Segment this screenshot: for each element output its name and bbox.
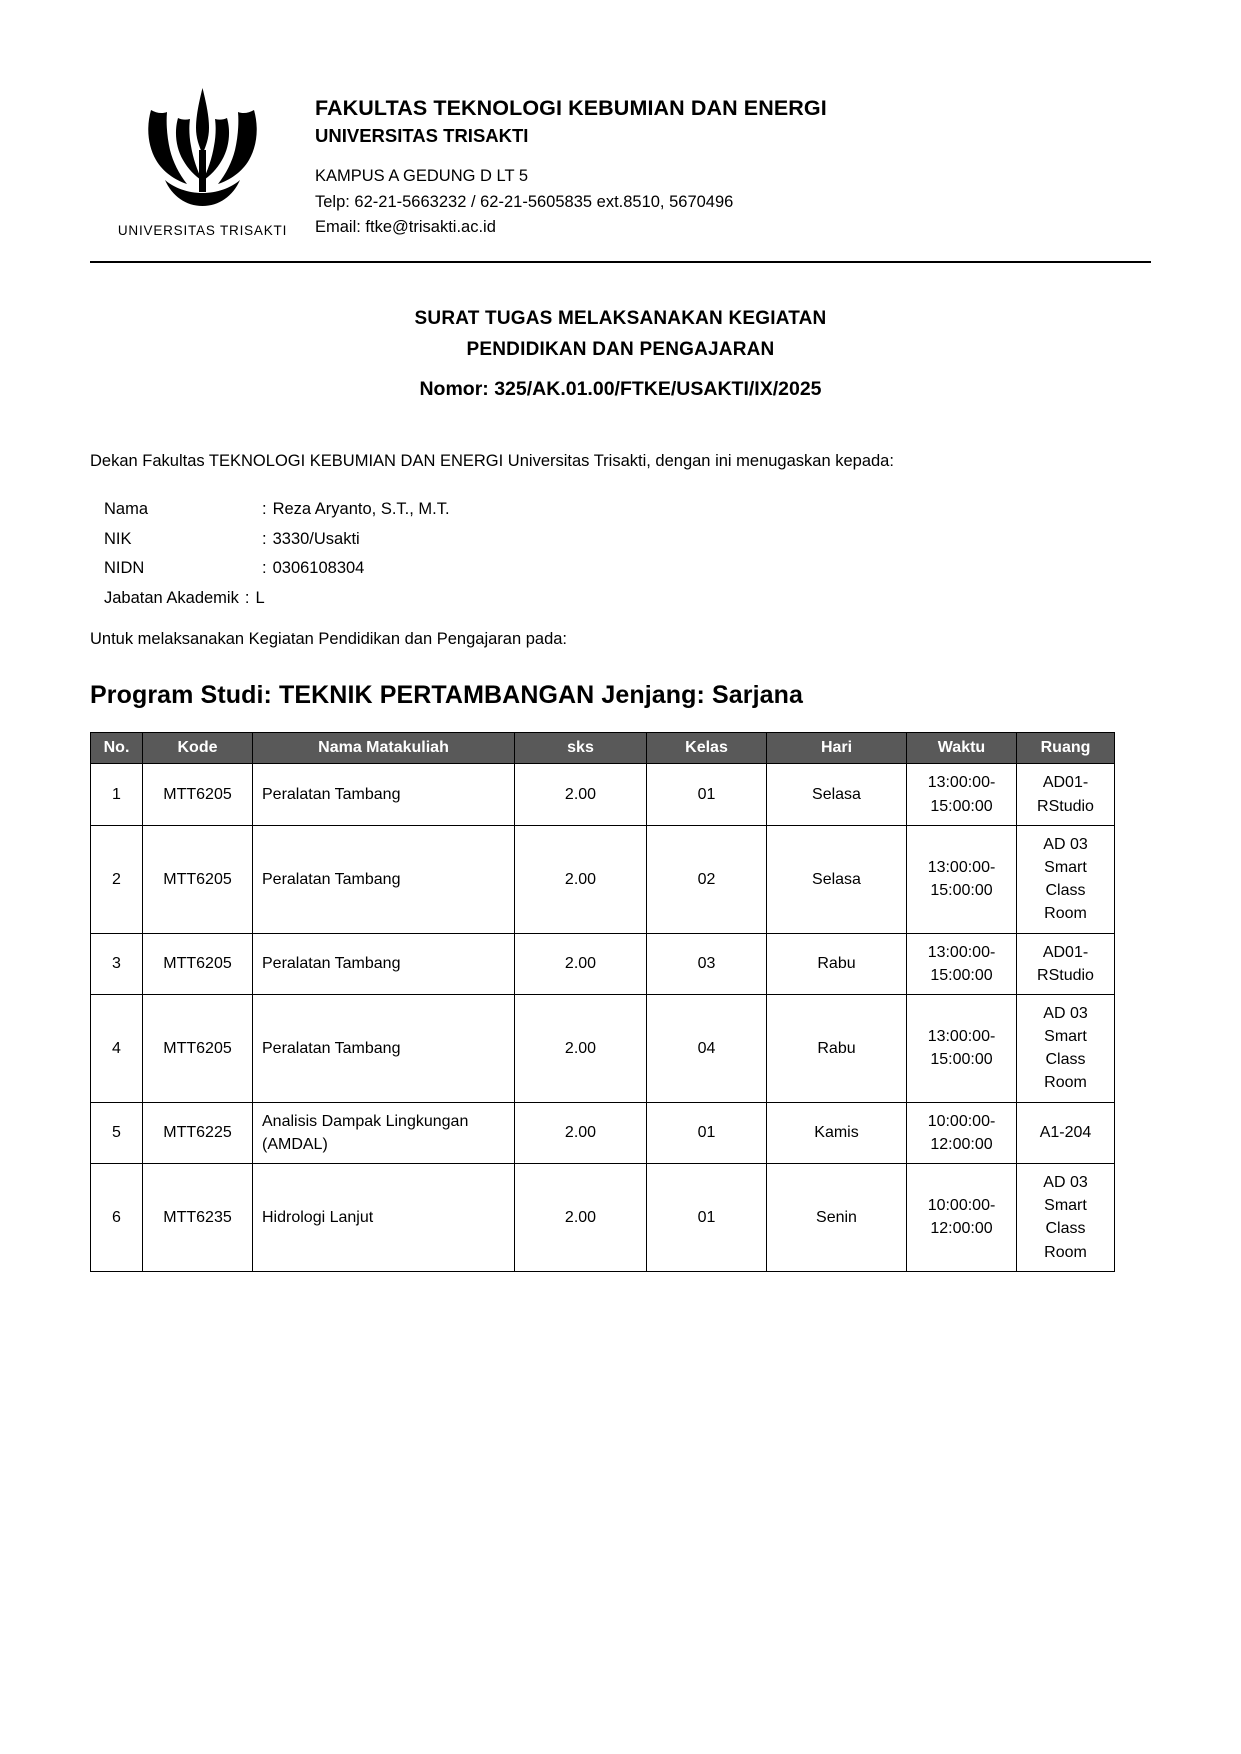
- cell-no: 5: [91, 1102, 143, 1163]
- cell-ruang: A1-204: [1017, 1102, 1115, 1163]
- cell-kode: MTT6205: [143, 764, 253, 825]
- identity-row-nama: [104, 501, 1151, 518]
- cell-kelas: 02: [647, 825, 767, 933]
- cell-nama: Hidrologi Lanjut: [253, 1164, 515, 1272]
- cell-nama: Analisis Dampak Lingkungan (AMDAL): [253, 1102, 515, 1163]
- schedule-table: [90, 732, 1115, 1271]
- program-studi-heading: Program Studi: TEKNIK PERTAMBANGAN Jenjang: Sarjana: [90, 681, 804, 710]
- identity-label-jabatan: Jabatan Akademik: [104, 588, 239, 607]
- identity-value-nik: 3330/Usakti: [272, 529, 360, 548]
- cell-kode: MTT6235: [143, 1164, 253, 1272]
- col-header-ruang: Ruang: [1017, 733, 1115, 764]
- cell-no: 4: [91, 994, 143, 1102]
- cell-nama: Peralatan Tambang: [253, 933, 515, 994]
- logo-block: [90, 78, 315, 238]
- identity-value-nidn: 0306108304: [272, 559, 365, 578]
- cell-waktu: 13:00:00- 15:00:00: [907, 825, 1017, 933]
- cell-no: 3: [91, 933, 143, 994]
- cell-hari: Senin: [767, 1164, 907, 1272]
- header-divider: [90, 261, 1151, 263]
- phone-line: Telp: 62-21-5663232 / 62-21-5605835 ext.8510, 5670496: [315, 192, 734, 211]
- col-header-kelas: Kelas: [647, 733, 767, 764]
- cell-waktu: 10:00:00- 12:00:00: [907, 1102, 1017, 1163]
- cell-sks: 2.00: [515, 825, 647, 933]
- campus-address: KAMPUS A GEDUNG D LT 5: [315, 167, 529, 186]
- cell-no: 1: [91, 764, 143, 825]
- cell-ruang: AD 03 Smart Class Room: [1017, 1164, 1115, 1272]
- identity-row-nik: [104, 531, 1151, 548]
- identity-value-nama: Reza Aryanto, S.T., M.T.: [272, 500, 450, 519]
- cell-hari: Selasa: [767, 825, 907, 933]
- intro-paragraph: Dekan Fakultas TEKNOLOGI KEBUMIAN DAN ENERGI Universitas Trisakti, dengan ini menugaskan kepada:: [90, 451, 894, 470]
- cell-ruang: AD 03 Smart Class Room: [1017, 994, 1115, 1102]
- identity-label-nik: NIK: [104, 529, 132, 548]
- cell-kelas: 01: [647, 764, 767, 825]
- col-header-no: No.: [91, 733, 143, 764]
- cell-hari: Rabu: [767, 994, 907, 1102]
- cell-kode: MTT6205: [143, 994, 253, 1102]
- identity-separator: :: [244, 588, 250, 607]
- cell-waktu: 10:00:00- 12:00:00: [907, 1164, 1017, 1272]
- cell-kode: MTT6205: [143, 933, 253, 994]
- cell-nama: Peralatan Tambang: [253, 994, 515, 1102]
- letterhead-text: [315, 78, 1151, 241]
- table-row: [91, 764, 1115, 825]
- identity-separator: :: [262, 500, 267, 519]
- cell-ruang: AD01- RStudio: [1017, 764, 1115, 825]
- cell-waktu: 13:00:00- 15:00:00: [907, 933, 1017, 994]
- col-header-sks: sks: [515, 733, 647, 764]
- table-row: [91, 933, 1115, 994]
- cell-hari: Rabu: [767, 933, 907, 994]
- cell-hari: Kamis: [767, 1102, 907, 1163]
- table-header-row: [91, 733, 1115, 764]
- identity-separator: :: [262, 529, 267, 548]
- col-header-waktu: Waktu: [907, 733, 1017, 764]
- cell-hari: Selasa: [767, 764, 907, 825]
- cell-kelas: 04: [647, 994, 767, 1102]
- table-row: [91, 1164, 1115, 1272]
- table-row: [91, 825, 1115, 933]
- cell-waktu: 13:00:00- 15:00:00: [907, 994, 1017, 1102]
- cell-kode: MTT6225: [143, 1102, 253, 1163]
- cell-nama: Peralatan Tambang: [253, 825, 515, 933]
- identity-row-jabatan: [104, 590, 1151, 607]
- cell-kelas: 01: [647, 1102, 767, 1163]
- title-line-1: SURAT TUGAS MELAKSANAKAN KEGIATAN: [414, 307, 827, 329]
- table-row: [91, 1102, 1115, 1163]
- cell-kelas: 03: [647, 933, 767, 994]
- identity-label-nama: Nama: [104, 500, 149, 519]
- document-number: Nomor: 325/AK.01.00/FTKE/USAKTI/IX/2025: [419, 377, 822, 400]
- cell-ruang: AD01- RStudio: [1017, 933, 1115, 994]
- cell-no: 6: [91, 1164, 143, 1272]
- cell-nama: Peralatan Tambang: [253, 764, 515, 825]
- cell-sks: 2.00: [515, 1164, 647, 1272]
- cell-kelas: 01: [647, 1164, 767, 1272]
- logo-caption: UNIVERSITAS TRISAKTI: [117, 223, 288, 238]
- faculty-name: FAKULTAS TEKNOLOGI KEBUMIAN DAN ENERGI: [315, 96, 827, 120]
- email-line: Email: ftke@trisakti.ac.id: [315, 218, 496, 237]
- cell-sks: 2.00: [515, 1102, 647, 1163]
- cell-kode: MTT6205: [143, 825, 253, 933]
- col-header-kode: Kode: [143, 733, 253, 764]
- table-row: [91, 994, 1115, 1102]
- document-title-block: [90, 303, 1151, 401]
- letterhead: [90, 78, 1151, 241]
- cell-sks: 2.00: [515, 933, 647, 994]
- cell-ruang: AD 03 Smart Class Room: [1017, 825, 1115, 933]
- purpose-paragraph: Untuk melaksanakan Kegiatan Pendidikan dan Pengajaran pada:: [90, 630, 568, 649]
- identity-label-nidn: NIDN: [104, 559, 145, 578]
- title-line-2: PENDIDIKAN DAN PENGAJARAN: [466, 339, 775, 361]
- cell-waktu: 13:00:00- 15:00:00: [907, 764, 1017, 825]
- cell-sks: 2.00: [515, 994, 647, 1102]
- university-name: UNIVERSITAS TRISAKTI: [315, 125, 529, 147]
- cell-sks: 2.00: [515, 764, 647, 825]
- identity-value-jabatan: L: [255, 588, 265, 607]
- col-header-nama: Nama Matakuliah: [253, 733, 515, 764]
- identity-row-nidn: [104, 560, 1151, 577]
- col-header-hari: Hari: [767, 733, 907, 764]
- identity-block: [104, 501, 1151, 606]
- trisakti-logo-icon: [115, 84, 290, 219]
- cell-no: 2: [91, 825, 143, 933]
- identity-separator: :: [262, 559, 267, 578]
